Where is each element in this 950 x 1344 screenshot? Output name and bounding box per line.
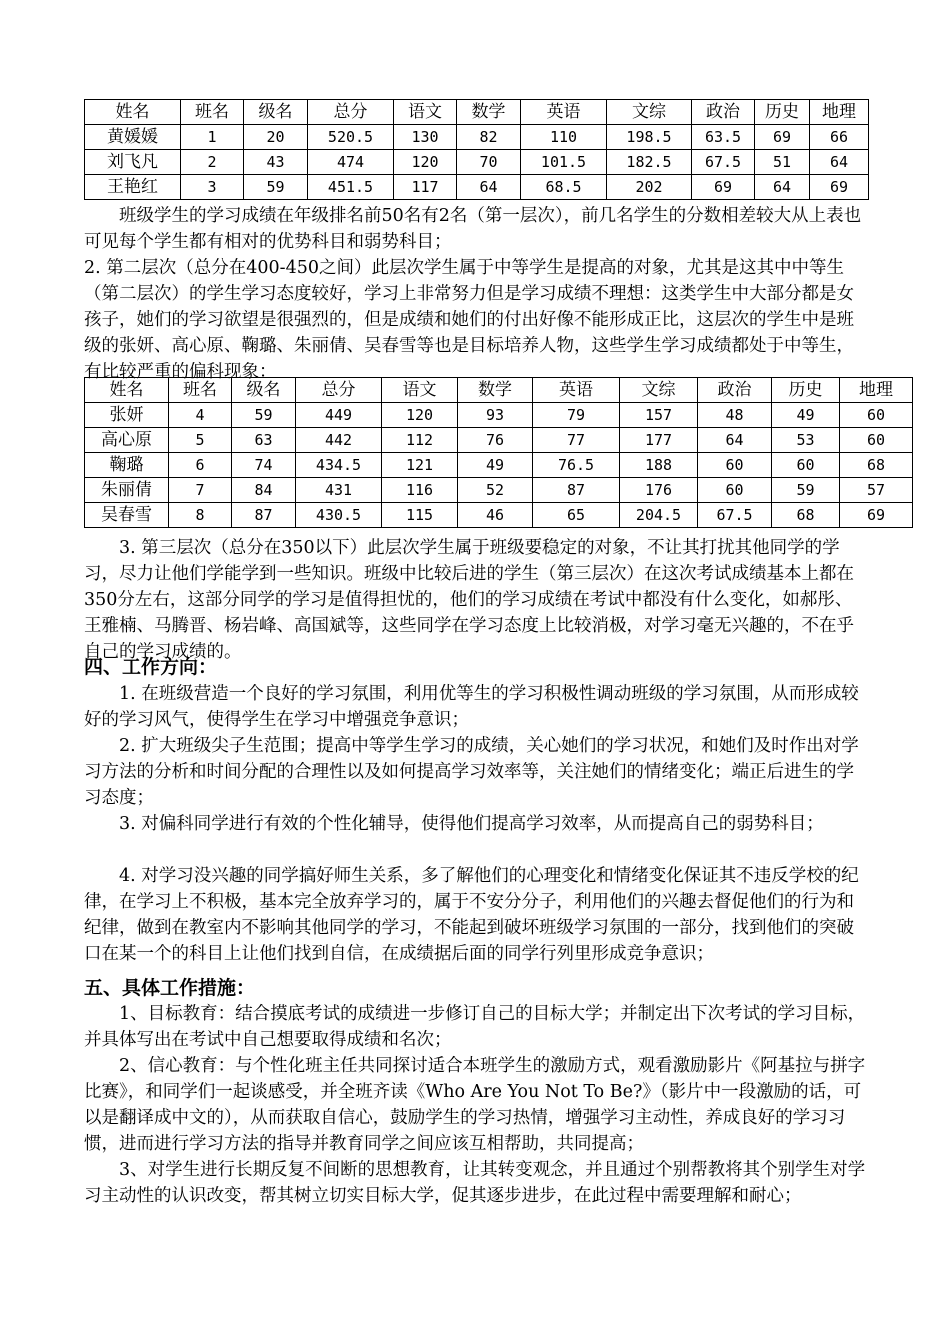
score-cell: 53 — [772, 428, 840, 453]
score-cell: 68 — [772, 503, 840, 528]
score-cell: 76.5 — [533, 453, 620, 478]
student-name-cell: 吴春雪 — [85, 503, 169, 528]
score-cell: 3 — [181, 175, 244, 200]
score-cell: 46 — [458, 503, 533, 528]
score-cell: 20 — [244, 125, 308, 150]
score-cell: 177 — [620, 428, 698, 453]
student-name-cell: 王艳红 — [85, 175, 181, 200]
score-cell: 43 — [244, 150, 308, 175]
column-header: 总分 — [296, 378, 382, 403]
column-header: 语文 — [382, 378, 458, 403]
score-cell: 48 — [698, 403, 772, 428]
score-cell: 49 — [458, 453, 533, 478]
column-header: 政治 — [698, 378, 772, 403]
score-cell: 101.5 — [521, 150, 607, 175]
score-cell: 442 — [296, 428, 382, 453]
student-name-cell: 朱丽倩 — [85, 478, 169, 503]
score-cell: 69 — [692, 175, 755, 200]
score-cell: 93 — [458, 403, 533, 428]
column-header: 英语 — [533, 378, 620, 403]
score-cell: 59 — [772, 478, 840, 503]
column-header: 总分 — [308, 100, 394, 125]
score-cell: 69 — [755, 125, 810, 150]
measure-item-2: 2、信心教育：与个性化班主任共同探讨适合本班学生的激励方式，观看激励影片《阿基拉与拼字比赛》，和同学们一起谈感受，并全班齐读《Who Are You Not To Be?》（影片中一段激励的话，可以是翻译成中文的），从而获取自信心，鼓励学生的学习热情，增强学习主动性，养成良好的学习习惯，进而进行学习方法的指导并教育同学之间应该互相帮助，共同提高； — [84, 1056, 866, 1154]
direction-item-2: 2. 扩大班级尖子生范围；提高中等学生学习的成绩，关心她们的学习状况，和她们及时作出对学习方法的分析和时间分配的合理性以及如何提高学习效率等，关注她们的情绪变化；端正后进生的学习态度； — [84, 736, 859, 808]
column-header: 文综 — [620, 378, 698, 403]
column-header: 地理 — [810, 100, 869, 125]
score-cell: 87 — [533, 478, 620, 503]
measure-item-1: 1、目标教育：结合摸底考试的成绩进一步修订自己的目标大学；并制定出下次考试的学习目标，并具体写出在考试中自己想要取得成绩和名次； — [84, 1004, 866, 1050]
score-cell: 451.5 — [308, 175, 394, 200]
column-header: 英语 — [521, 100, 607, 125]
score-cell: 157 — [620, 403, 698, 428]
score-cell: 63 — [232, 428, 296, 453]
score-cell: 176 — [620, 478, 698, 503]
score-cell: 82 — [457, 125, 521, 150]
table-row — [85, 150, 869, 175]
student-name-cell: 张妍 — [85, 403, 169, 428]
score-cell: 202 — [607, 175, 692, 200]
column-header: 数学 — [457, 100, 521, 125]
score-cell: 64 — [810, 150, 869, 175]
score-cell: 120 — [382, 403, 458, 428]
score-cell: 182.5 — [607, 150, 692, 175]
score-cell: 68 — [840, 453, 913, 478]
measure-item-3: 3、对学生进行长期反复不间断的思想教育，让其转变观念，并且通过个别帮教将其个别学生对学习主动性的认识改变，帮其树立切实目标大学，促其逐步进步，在此过程中需要理解和耐心； — [84, 1160, 866, 1206]
score-cell: 60 — [772, 453, 840, 478]
score-cell: 60 — [698, 478, 772, 503]
score-cell: 117 — [394, 175, 457, 200]
direction-item-4: 4. 对学习没兴趣的同学搞好师生关系，多了解他们的心理变化和情绪变化保证其不违反学校的纪律，在学习上不积极，基本完全放弃学习的，属于不安分分子，利用他们的兴趣去督促他们的行为和纪律，做到在教室内不影响其他同学的学习，不能起到破坏班级学习氛围的一部分，找到他们的突破口在某一个的科目上让他们找到自信，在成绩据后面的同学行列里形成竞争意识； — [84, 866, 859, 964]
column-header: 姓名 — [85, 100, 181, 125]
column-header: 文综 — [607, 100, 692, 125]
score-cell: 474 — [308, 150, 394, 175]
column-header: 级名 — [244, 100, 308, 125]
student-name-cell: 刘飞凡 — [85, 150, 181, 175]
score-cell: 115 — [382, 503, 458, 528]
score-cell: 6 — [169, 453, 232, 478]
paragraph-third-tier: 3. 第三层次（总分在350以下）此层次学生属于班级要稳定的对象，不让其打扰其他同学的学习，尽力让他们学能学到一些知识。班级中比较后进的学生（第三层次）在这次考试成绩基本上都在350分左右，这部分同学的学习是值得担忧的，他们的学习成绩在考试中都没有什么变化，如郝彤、王雅楠、马腾晋、杨岩峰、高国斌等，这些同学在学习态度上比较消极，对学习毫无兴趣的，不在乎自己的学习成绩的。 — [84, 538, 854, 662]
score-cell: 77 — [533, 428, 620, 453]
score-cell: 51 — [755, 150, 810, 175]
score-cell: 4 — [169, 403, 232, 428]
score-cell: 188 — [620, 453, 698, 478]
table-row — [85, 428, 913, 453]
section-heading-measures: 五、具体工作措施： — [84, 977, 256, 999]
column-header: 历史 — [755, 100, 810, 125]
score-cell: 57 — [840, 478, 913, 503]
score-cell: 110 — [521, 125, 607, 150]
score-cell: 121 — [382, 453, 458, 478]
score-cell: 67.5 — [692, 150, 755, 175]
score-cell: 60 — [840, 428, 913, 453]
score-cell: 52 — [458, 478, 533, 503]
section-heading-work-direction: 四、工作方向： — [84, 656, 218, 678]
column-header: 政治 — [692, 100, 755, 125]
column-header: 班名 — [181, 100, 244, 125]
score-cell: 65 — [533, 503, 620, 528]
score-cell: 70 — [457, 150, 521, 175]
table-row — [85, 175, 869, 200]
student-name-cell: 黄媛媛 — [85, 125, 181, 150]
score-cell: 449 — [296, 403, 382, 428]
column-header: 历史 — [772, 378, 840, 403]
score-cell: 60 — [698, 453, 772, 478]
score-cell: 63.5 — [692, 125, 755, 150]
score-cell: 2 — [181, 150, 244, 175]
score-cell: 60 — [840, 403, 913, 428]
column-header: 数学 — [458, 378, 533, 403]
score-cell: 74 — [232, 453, 296, 478]
student-name-cell: 高心原 — [85, 428, 169, 453]
table-row — [85, 503, 913, 528]
table-header-row — [85, 100, 869, 125]
score-cell: 87 — [232, 503, 296, 528]
score-cell: 1 — [181, 125, 244, 150]
score-cell: 66 — [810, 125, 869, 150]
score-cell: 79 — [533, 403, 620, 428]
score-cell: 69 — [840, 503, 913, 528]
direction-item-3: 3. 对偏科同学进行有效的个性化辅导，使得他们提高学习效率，从而提高自己的弱势科目； — [119, 814, 824, 834]
score-cell: 198.5 — [607, 125, 692, 150]
table-row — [85, 403, 913, 428]
table-header-row — [85, 378, 913, 403]
score-cell: 59 — [232, 403, 296, 428]
paragraph-first-tier: 班级学生的学习成绩在年级排名前50名有2名（第一层次），前几名学生的分数相差较大从上表也可见每个学生都有相对的优势科目和弱势科目； — [84, 206, 862, 252]
table-row — [85, 478, 913, 503]
score-cell: 67.5 — [698, 503, 772, 528]
column-header: 级名 — [232, 378, 296, 403]
student-name-cell: 鞠璐 — [85, 453, 169, 478]
score-cell: 84 — [232, 478, 296, 503]
grade-table-top — [84, 99, 869, 200]
score-cell: 7 — [169, 478, 232, 503]
score-cell: 120 — [394, 150, 457, 175]
column-header: 班名 — [169, 378, 232, 403]
column-header: 语文 — [394, 100, 457, 125]
score-cell: 116 — [382, 478, 458, 503]
score-cell: 68.5 — [521, 175, 607, 200]
score-cell: 204.5 — [620, 503, 698, 528]
score-cell: 431 — [296, 478, 382, 503]
score-cell: 49 — [772, 403, 840, 428]
direction-item-1: 1. 在班级营造一个良好的学习氛围，利用优等生的学习积极性调动班级的学习氛围，从而形成较好的学习风气，使得学生在学习中增强竞争意识； — [84, 684, 859, 730]
table-row — [85, 453, 913, 478]
score-cell: 112 — [382, 428, 458, 453]
score-cell: 64 — [698, 428, 772, 453]
column-header: 姓名 — [85, 378, 169, 403]
grade-table-middle — [84, 377, 913, 528]
score-cell: 64 — [457, 175, 521, 200]
score-cell: 434.5 — [296, 453, 382, 478]
score-cell: 8 — [169, 503, 232, 528]
score-cell: 130 — [394, 125, 457, 150]
score-cell: 64 — [755, 175, 810, 200]
score-cell: 69 — [810, 175, 869, 200]
score-cell: 5 — [169, 428, 232, 453]
paragraph-second-tier: 2. 第二层次（总分在400-450之间）此层次学生属于中等学生是提高的对象，尤其是这其中中等生（第二层次）的学生学习态度较好，学习上非常努力但是学习成绩不理想：这类学生中大部分都是女孩子，她们的学习欲望是很强烈的，但是成绩和她们的付出好像不能形成正比，这层次的学生中是班级的张妍、高心原、鞠璐、朱丽倩、吴春雪等也是目标培养人物，这些学生学习成绩都处于中等生，有比较严重的偏科现象： — [84, 258, 854, 382]
column-header: 地理 — [840, 378, 913, 403]
score-cell: 76 — [458, 428, 533, 453]
score-cell: 59 — [244, 175, 308, 200]
score-cell: 520.5 — [308, 125, 394, 150]
table-row — [85, 125, 869, 150]
score-cell: 430.5 — [296, 503, 382, 528]
